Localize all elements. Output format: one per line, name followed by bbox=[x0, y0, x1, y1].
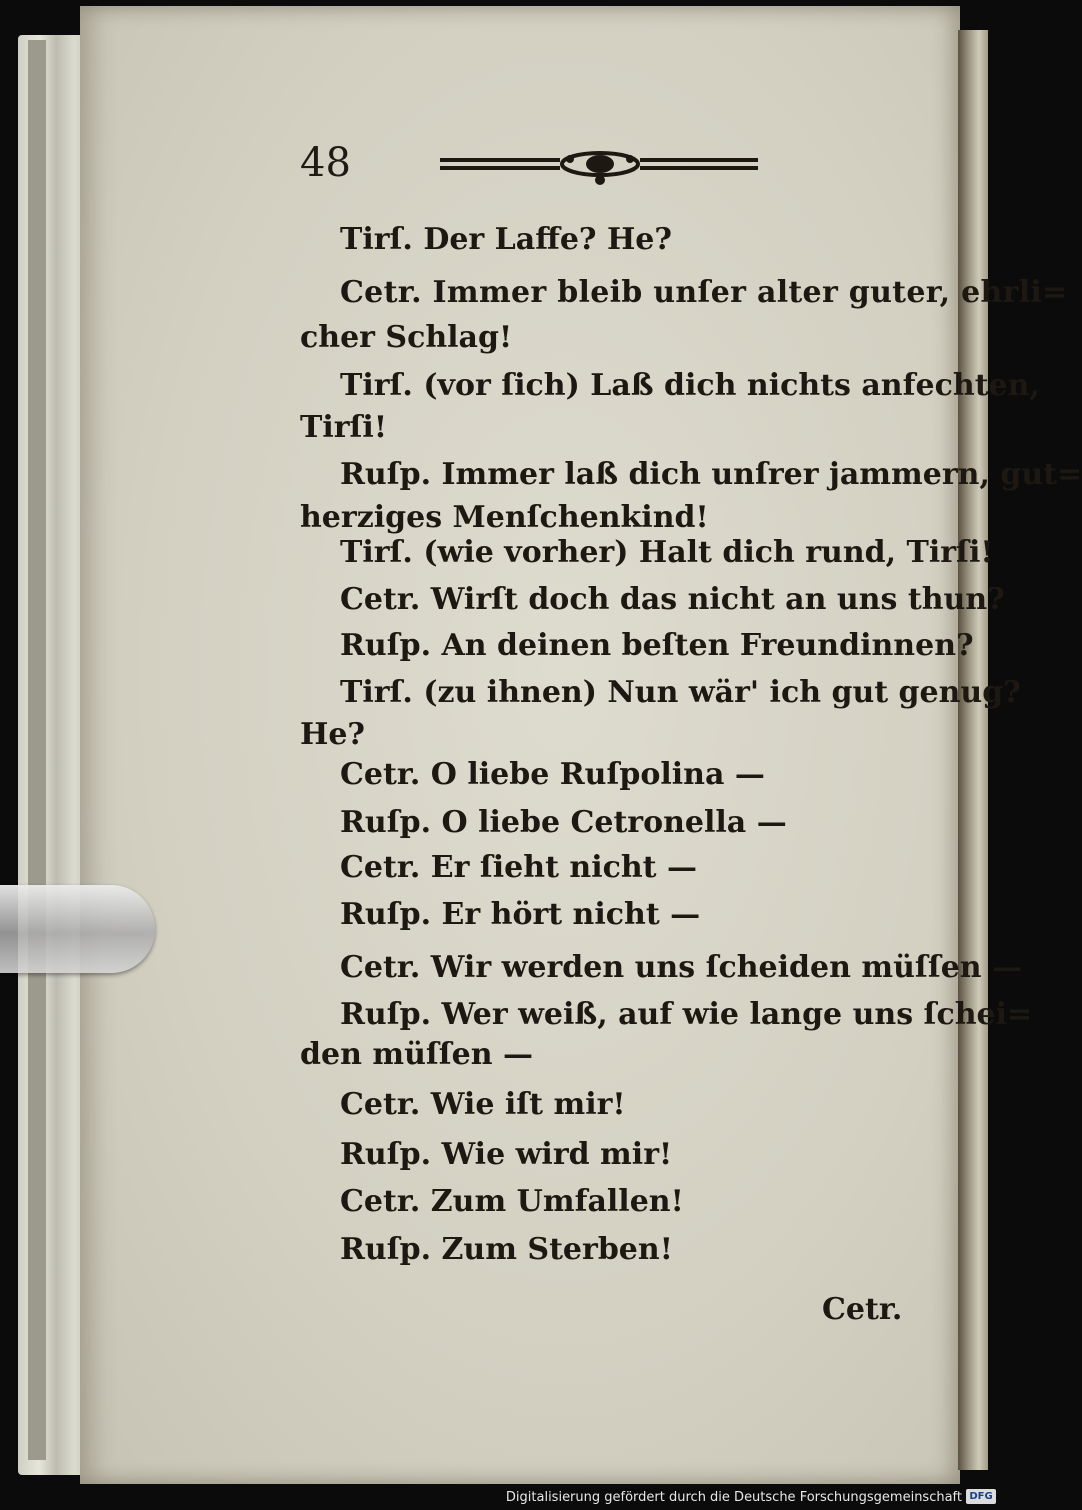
text-line: Cetr. O liebe Ruſpolina — bbox=[340, 757, 765, 792]
text-line: Ruſp. O liebe Cetronella — bbox=[340, 805, 787, 840]
text-line: Cetr. Immer bleib unſer alter guter, ehrli= bbox=[340, 275, 1068, 310]
text-line: Ruſp. An deinen beſten Freundinnen? bbox=[340, 628, 974, 663]
text-line: Tirſ. (vor ſich) Laß dich nichts anfechten, bbox=[340, 368, 1040, 403]
footer-bar bbox=[0, 1484, 1000, 1510]
text-line: Ruſp. Er hört nicht — bbox=[340, 897, 701, 932]
text-line: cher Schlag! bbox=[300, 320, 513, 355]
text-line: He? bbox=[300, 717, 366, 752]
text-line: Ruſp. Wie wird mir! bbox=[340, 1137, 673, 1172]
page-number: 48 bbox=[300, 140, 351, 186]
text-line: Ruſp. Immer laß dich unſrer jammern, gut= bbox=[340, 457, 1082, 492]
text-line: Tirſ. (zu ihnen) Nun wär' ich gut genug? bbox=[340, 675, 1021, 710]
text-line: Cetr. Wie iſt mir! bbox=[340, 1087, 626, 1122]
text-line: Tirſi! bbox=[300, 410, 387, 445]
footer-credit: Digitalisierung gefördert durch die Deutsche Forschungsgemeinschaft bbox=[505, 1490, 962, 1505]
catchword: Cetr. bbox=[822, 1292, 903, 1327]
dfg-logo-icon: DFG bbox=[966, 1489, 996, 1504]
text-line: Ruſp. Wer weiß, auf wie lange uns ſchei= bbox=[340, 997, 1033, 1032]
text-line: Ruſp. Zum Sterben! bbox=[340, 1232, 673, 1267]
text-line: Cetr. Wirſt doch das nicht an uns thun? bbox=[340, 582, 1005, 617]
text-line: Cetr. Zum Umfallen! bbox=[340, 1184, 684, 1219]
text-line: den müſſen — bbox=[300, 1037, 534, 1072]
text-line: herziges Menſchenkind! bbox=[300, 500, 709, 535]
text-line: Cetr. Er ſieht nicht — bbox=[340, 850, 697, 885]
text-line: Tirſ. (wie vorher) Halt dich rund, Tirſi! bbox=[340, 535, 994, 570]
text-line: Cetr. Wir werden uns ſcheiden müſſen — bbox=[340, 950, 1023, 985]
text-line: Tirſ. Der Laffe? He? bbox=[340, 222, 672, 257]
